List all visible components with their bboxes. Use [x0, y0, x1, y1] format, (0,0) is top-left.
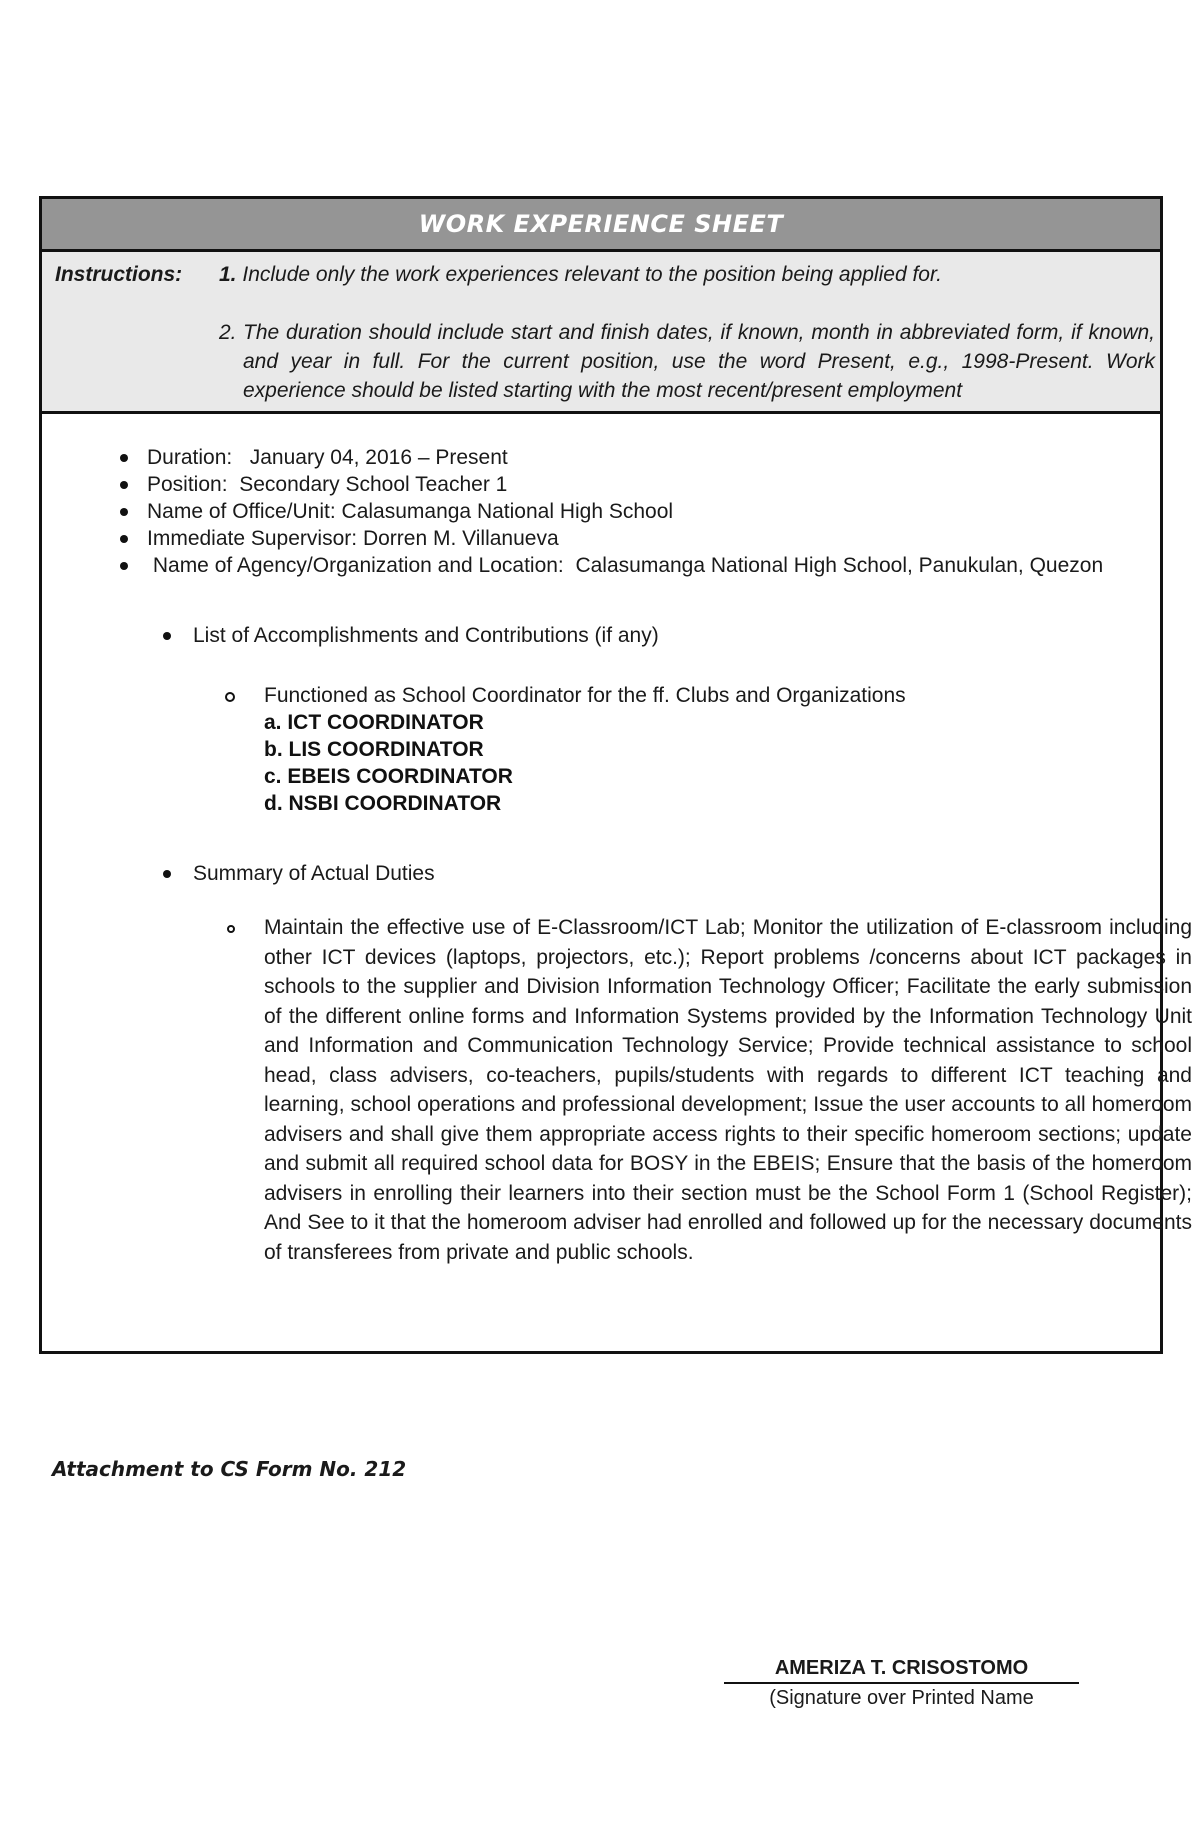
instruction-number: 2. [219, 321, 237, 344]
experience-details-list [117, 444, 1117, 579]
instructions-section [42, 252, 1160, 414]
instruction-number: 1. [219, 263, 237, 286]
bullet-icon [120, 535, 128, 543]
bullet-icon [120, 481, 128, 489]
detail-value: Calasumanga National High School [341, 500, 674, 523]
coordinator-item: d. NSBI COORDINATOR [264, 792, 502, 815]
detail-value: Dorren M. Villanueva [362, 527, 559, 550]
detail-supervisor [117, 525, 1117, 552]
signature-block [724, 1657, 1079, 1710]
circle-bullet-icon [225, 692, 235, 702]
coordinator-item: a. ICT COORDINATOR [264, 711, 484, 734]
detail-label: Position: [147, 473, 228, 496]
experience-content [42, 414, 1192, 1351]
detail-label: Name of Office/Unit: [147, 500, 336, 523]
work-experience-sheet [39, 196, 1192, 1354]
instruction-text: The duration should include start and finish dates, if known, month in abbreviated form, if known, and year in full. For the current position, use the word Present, e.g., 1998-Present. Work experience should be listed starting with the most recent/present employment [243, 321, 1155, 402]
bullet-icon [120, 562, 128, 570]
bullet-icon [163, 870, 171, 878]
instruction-item [219, 318, 1155, 405]
duties-text: Maintain the effective use of E-Classroom/ICT Lab; Monitor the utilization of E-classroom including other ICT devices (laptops, projectors, etc.); Report problems /concerns about ICT packages in schools to the supplier and Division Information Technology Officer; Facilitate the early submission of the different online forms and Information Systems provided by the Information Technology Unit and Information and Communication Technology Service; Provide technical assistance to school head, class advisers, co-teachers, pupils/students with regards to different ICT teaching and learning, school operations and professional development; Issue the user accounts to all homeroom advisers and shall give them appropriate access rights to their specific homeroom sections; update and submit all required school data for BOSY in the EBEIS; Ensure that the basis of the homeroom advisers in enrolling their learners into their section must be the School Form 1 (School Register); And See to it that the homeroom adviser had enrolled and followed up for the necessary documents of transferees from private and public schools. [264, 916, 1192, 1264]
detail-value: January 04, 2016 – Present [249, 446, 508, 469]
coordinator-item: c. EBEIS COORDINATOR [264, 765, 513, 788]
bullet-icon [163, 632, 171, 640]
duties-heading [156, 860, 1056, 887]
bullet-icon [120, 454, 128, 462]
signatory-name: AMERIZA T. CRISOSTOMO [724, 1657, 1079, 1684]
bullet-icon [120, 508, 128, 516]
instruction-text: Include only the work experiences relevant to the position being applied for. [242, 263, 943, 286]
accomplishments-intro: Functioned as School Coordinator for the ff. Clubs and Organizations [264, 684, 906, 707]
accomplishments-heading [156, 622, 1056, 649]
detail-duration [117, 444, 1117, 471]
detail-agency [117, 552, 1117, 579]
detail-position [117, 471, 1117, 498]
detail-value: Secondary School Teacher 1 [239, 473, 508, 496]
accomplishments-heading-text: List of Accomplishments and Contributions (if any) [193, 624, 659, 647]
detail-office [117, 498, 1117, 525]
attachment-note: Attachment to CS Form No. 212 [52, 1457, 407, 1481]
instructions-label: Instructions: [55, 263, 183, 286]
accomplishments-block [264, 682, 1192, 817]
coordinator-item: b. LIS COORDINATOR [264, 738, 484, 761]
sheet-title-bar [42, 199, 1160, 252]
detail-value: Calasumanga National High School, Panukulan, Quezon [575, 554, 1104, 577]
instruction-item [219, 260, 942, 289]
sheet-title: WORK EXPERIENCE SHEET [418, 210, 784, 238]
circle-bullet-icon [227, 925, 235, 933]
signature-caption: (Signature over Printed Name [769, 1687, 1034, 1709]
duties-heading-text: Summary of Actual Duties [193, 862, 435, 885]
detail-label: Immediate Supervisor: [147, 527, 358, 550]
detail-label: Name of Agency/Organization and Location: [152, 554, 564, 577]
detail-label: Duration: [147, 446, 233, 469]
